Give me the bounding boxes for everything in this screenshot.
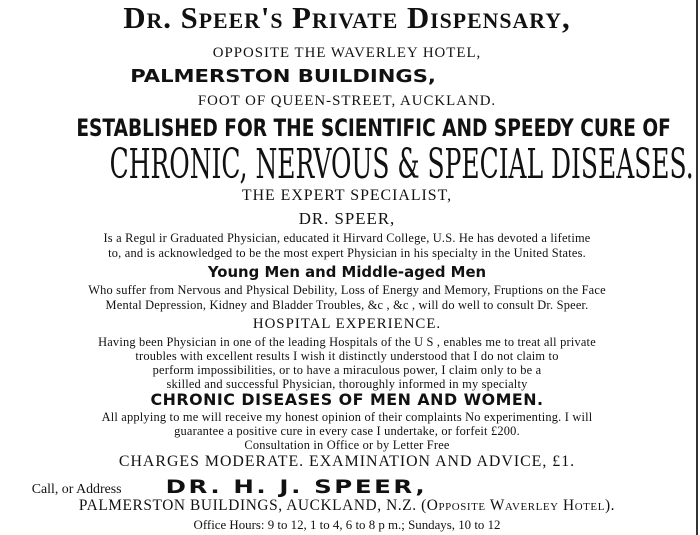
ad-suffer-1: Who suffer from Nervous and Physical Debility, Loss of Energy and Memory, Fruptions on the Face bbox=[88, 283, 606, 297]
ad-consultation: Consultation in Office or by Letter Free bbox=[244, 438, 450, 452]
ad-established: ESTABLISHED FOR THE SCIENTIFIC AND SPEEDY CURE OF bbox=[76, 114, 671, 142]
ad-call-line bbox=[0, 478, 694, 497]
ad-established-wrap bbox=[0, 116, 694, 140]
ad-regular-1: Is a Regul ir Graduated Physician, educated it Hirvard College, U.S. He has devoted a lifetime bbox=[103, 231, 591, 245]
ad-call-name: DR. H. J. SPEER, bbox=[165, 476, 427, 498]
ad-all-1: All applying to me will receive my honest opinion of their complaints No experimenting. I will bbox=[101, 410, 593, 424]
ad-diseases-wrap bbox=[0, 140, 694, 188]
ad-young-men: Young Men and Middle-aged Men bbox=[207, 263, 487, 281]
ad-expert: THE EXPERT SPECIALIST, bbox=[241, 187, 453, 204]
ad-foot: FOOT OF QUEEN-STREET, AUCKLAND. bbox=[197, 93, 497, 109]
ad-hours: Office Hours: 9 to 12, 1 to 4, 6 to 8 p m.; Sundays, 10 to 12 bbox=[193, 517, 501, 532]
ad-hospital: HOSPITAL EXPERIENCE. bbox=[252, 316, 442, 332]
ad-opposite: OPPOSITE THE WAVERLEY HOTEL, bbox=[212, 45, 482, 61]
ad-regular-2: to, and is acknowledged to be the most expert Physician in his specialty in the United States. bbox=[108, 246, 586, 260]
ad-having-2: troubles with excellent results I wish it distinctly understood that I do not claim to bbox=[135, 349, 559, 363]
ad-diseases: CHRONIC, NERVOUS & SPECIAL DISEASES. bbox=[109, 140, 694, 188]
ad-having-4: skilled and successful Physician, thoroughly informed in my specialty bbox=[166, 377, 528, 391]
ad-all-2: guarantee a positive cure in every case I undertake, or forfeit £200. bbox=[174, 424, 520, 438]
ad-dr: DR. SPEER, bbox=[298, 209, 396, 228]
ad-buildings-wrap bbox=[0, 68, 566, 86]
ad-suffer-2: Mental Depression, Kidney and Bladder Troubles, &c , &c , will do well to consult Dr. Speer. bbox=[105, 298, 589, 312]
ad-address: PALMERSTON BUILDINGS, AUCKLAND, N.Z. (Opposite Waverley Hotel). bbox=[78, 497, 616, 514]
ad-call-lead: Call, or Address bbox=[31, 482, 122, 497]
ad-chronic: CHRONIC DISEASES OF MEN AND WOMEN. bbox=[150, 390, 544, 409]
ad-title: Dr. Speer's Private Dispensary, bbox=[123, 0, 571, 35]
ad-having-3: perform impossibilities, or to have a miraculous power, I claim only to be a bbox=[152, 363, 542, 377]
ad-charges: CHARGES MODERATE. EXAMINATION AND ADVICE, £1. bbox=[118, 453, 576, 470]
ad-having-1: Having been Physician in one of the leading Hospitals of the U S , enables me to treat all private bbox=[98, 335, 596, 349]
border-rule bbox=[696, 0, 698, 535]
ad-buildings: PALMERSTON BUILDINGS, bbox=[130, 66, 436, 87]
